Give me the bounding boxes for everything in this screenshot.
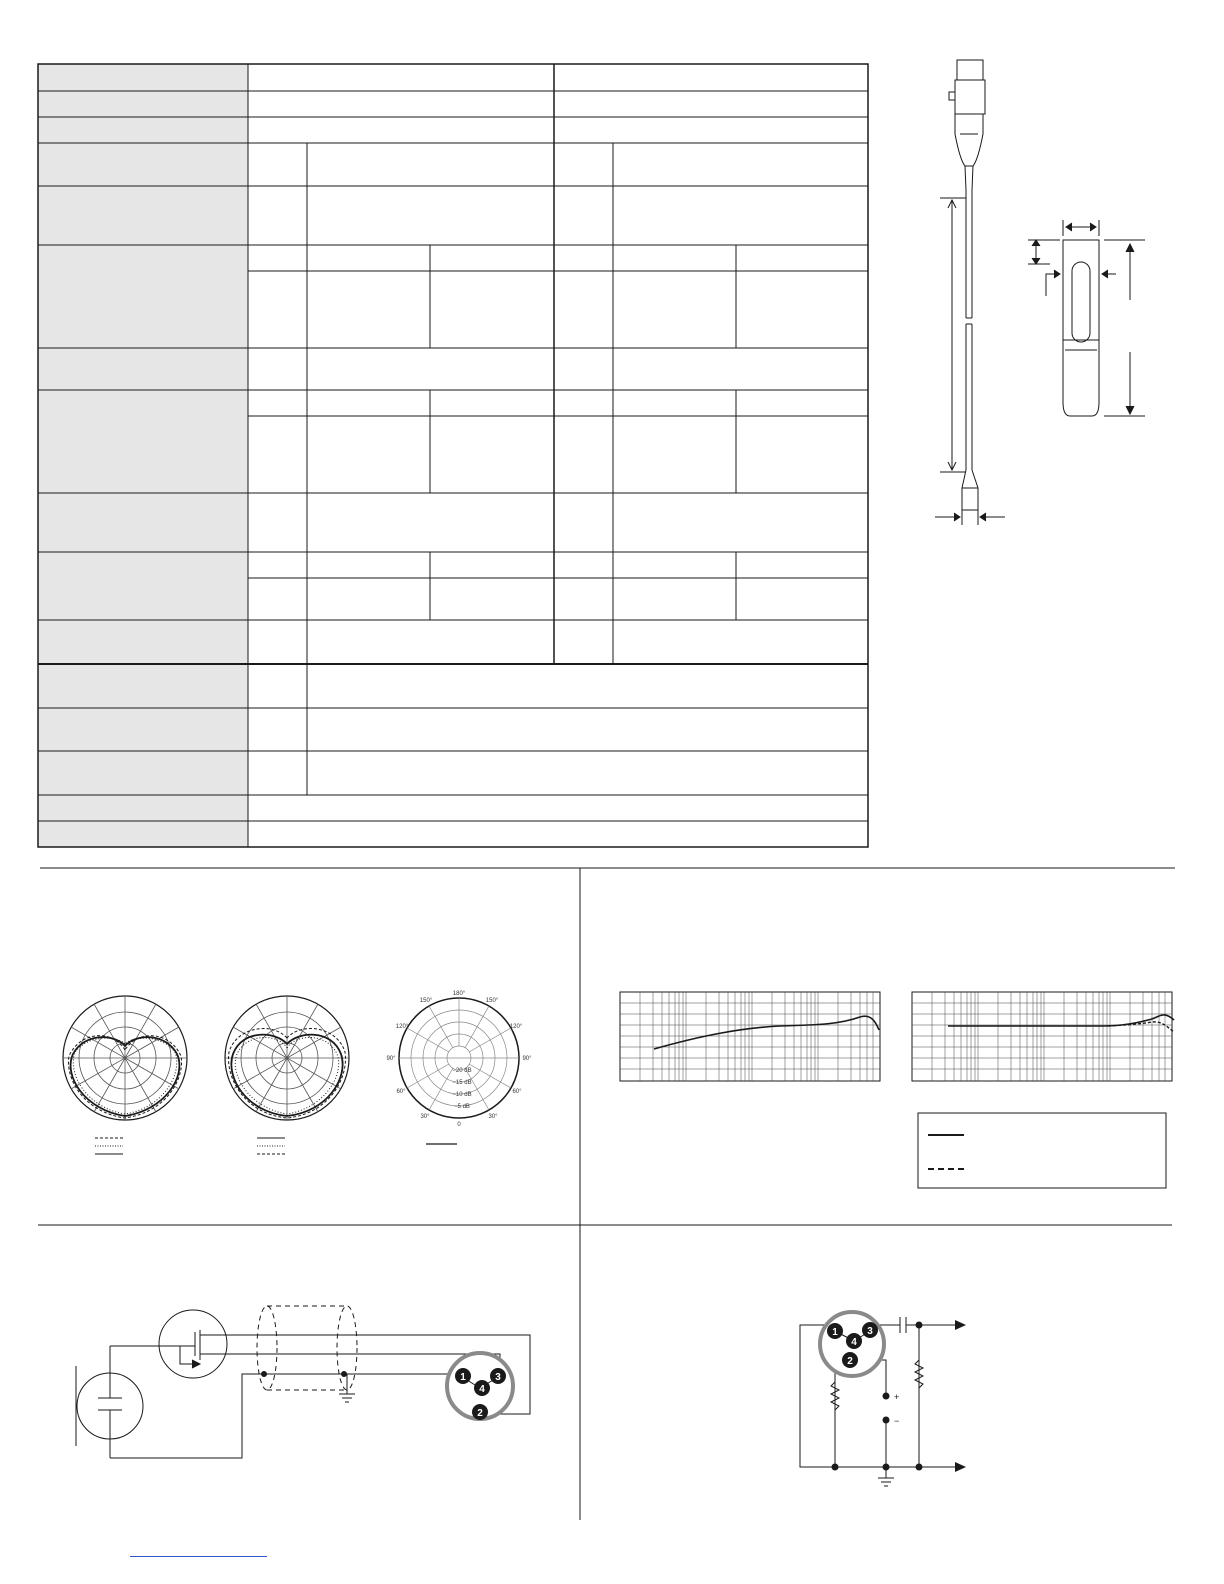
pin-4-label: 4	[479, 1384, 485, 1395]
cable-shield-left	[257, 1306, 277, 1390]
connector-pinout-bias	[820, 1312, 884, 1376]
polar-label-60-left: 60°	[396, 1089, 406, 1095]
polar-label-150-right: 150°	[485, 998, 499, 1004]
polarity-minus-label: −	[894, 1416, 900, 1426]
bias-pin-1-label: 1	[832, 1327, 838, 1338]
frequency-response-graph-2	[912, 992, 1174, 1081]
internal-wiring-schematic	[60, 1290, 560, 1480]
polar-legend-2	[257, 1138, 285, 1154]
connector-pinout-schematic	[447, 1353, 513, 1420]
polar-db-label-15: −15 dB	[452, 1080, 472, 1086]
polar-label-180: 180°	[452, 991, 466, 997]
polar-label-150-left: 150°	[419, 998, 433, 1004]
polar-label-120-right: 120°	[509, 1024, 523, 1030]
specifications-table	[0, 0, 880, 860]
cable-outline	[962, 166, 978, 510]
polar-plot-omnidirectional	[386, 991, 532, 1144]
label-column-background	[38, 64, 248, 847]
footer-link[interactable]	[130, 1556, 267, 1557]
bias-circuit-schematic	[790, 1300, 980, 1490]
frequency-response-legend	[918, 1113, 1166, 1188]
polar-label-90-left: 90°	[386, 1056, 396, 1062]
pin-2-label: 2	[477, 1408, 483, 1419]
mini-connector-outline	[949, 60, 985, 166]
polar-legend-1	[95, 1138, 123, 1154]
polar-db-label-20: −20 dB	[452, 1068, 472, 1074]
polar-label-30-left: 30°	[420, 1114, 430, 1120]
pin-3-label: 3	[495, 1372, 501, 1383]
frequency-response-graphs	[600, 980, 1200, 1200]
dimension-drawing	[920, 50, 1160, 540]
frequency-response-graph-1	[620, 992, 880, 1081]
polar-db-label-5: −5 dB	[454, 1104, 470, 1110]
bias-pin-2-label: 2	[847, 1356, 853, 1367]
microphone-body-outline	[1028, 220, 1145, 416]
polar-plot-supercardioid	[225, 996, 349, 1154]
polar-db-label-10: −10 dB	[452, 1092, 472, 1098]
polar-label-60-right: 60°	[512, 1089, 522, 1095]
bias-pin-3-label: 3	[867, 1326, 873, 1337]
polar-label-90-right: 90°	[522, 1056, 532, 1062]
polar-label-120-left: 120°	[395, 1024, 409, 1030]
polar-label-0: 0	[457, 1122, 461, 1128]
polar-patterns	[40, 980, 560, 1160]
bias-pin-4-label: 4	[851, 1337, 857, 1348]
polar-plot-cardioid	[63, 996, 187, 1154]
pin-1-label: 1	[460, 1372, 466, 1383]
polarity-plus-label: +	[894, 1392, 900, 1402]
polar-label-30-right: 30°	[488, 1114, 498, 1120]
